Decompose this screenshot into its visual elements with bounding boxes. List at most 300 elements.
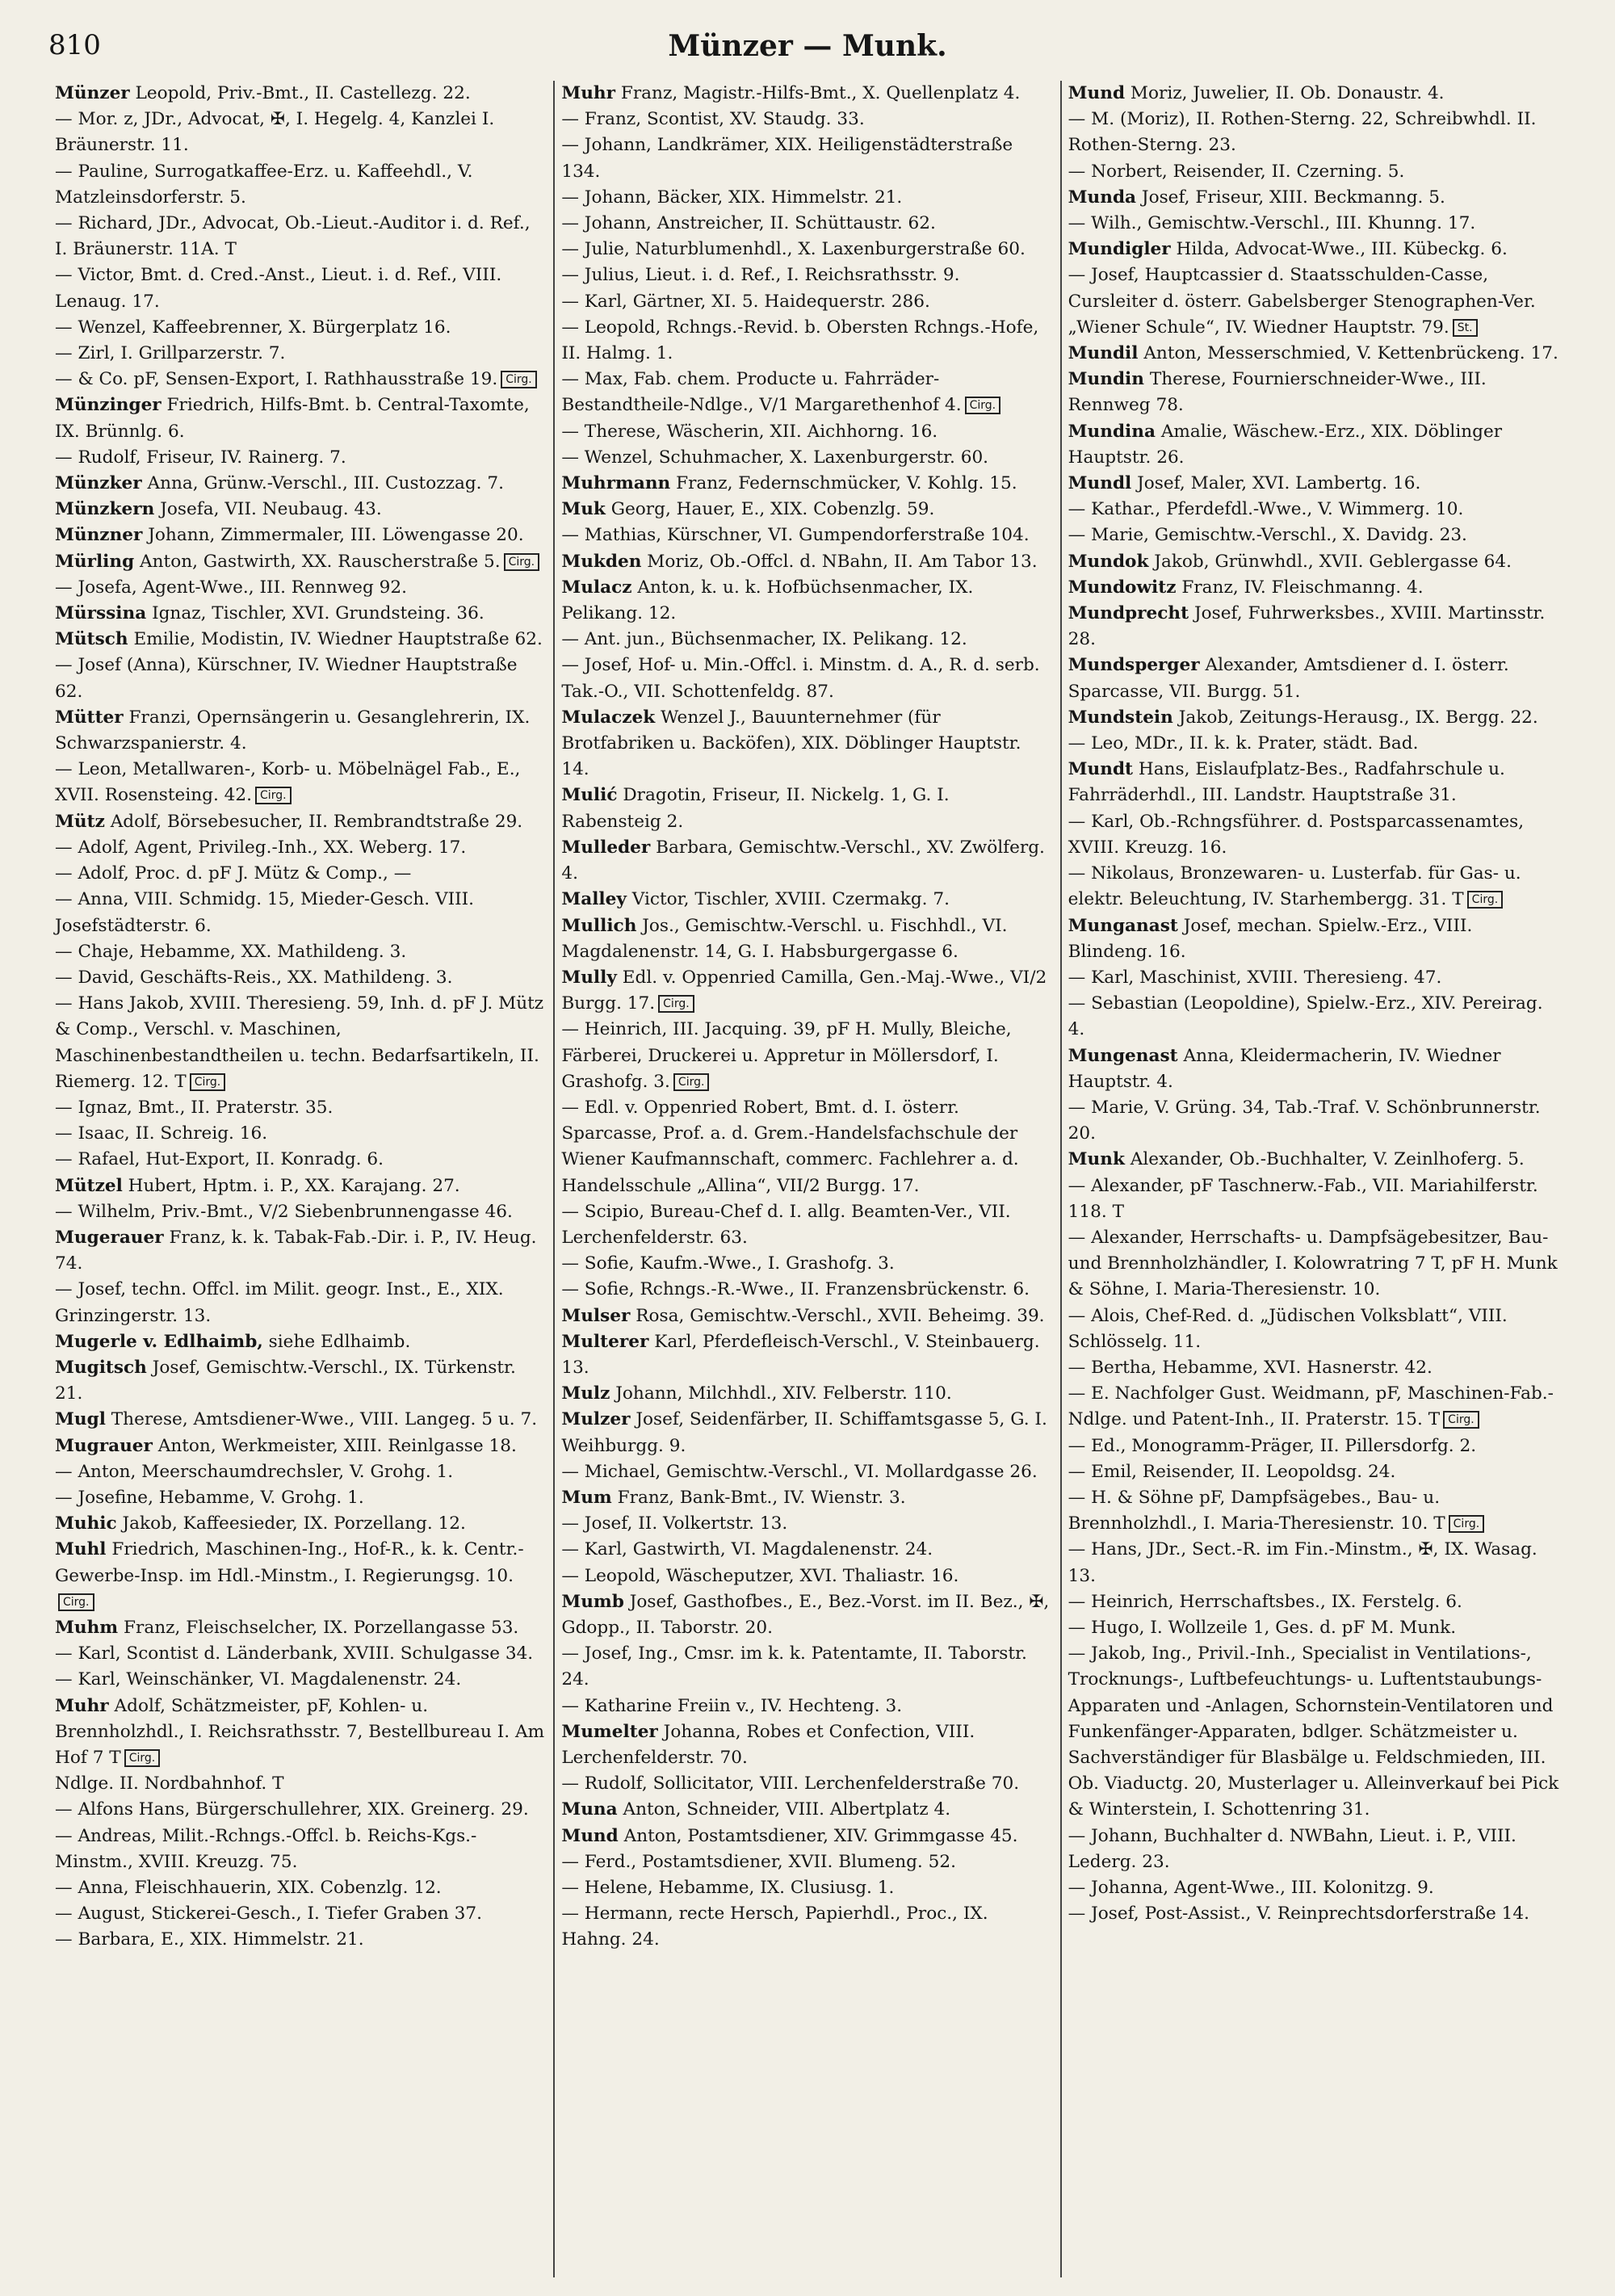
entry-details: Josef, Fuhrwerksbes., XVIII. Martinsstr. 28. <box>1068 603 1546 650</box>
entry-surname: Muhr <box>55 1695 109 1716</box>
directory-entry <box>1068 1875 1560 1901</box>
directory-entry <box>55 1537 547 1615</box>
entry-details: Adolf, Schätzmeister, pF, Kohlen- u. Brennholzhdl., I. Reichsrathsstr. 7, Bestellbureau I. Am Hof 7 T <box>55 1695 545 1768</box>
entry-details: Moriz, Ob.-Offcl. d. NBahn, II. Am Tabor 13. <box>641 551 1038 572</box>
entry-details: — Edl. v. Oppenried Robert, Bmt. d. I. österr. Sparcasse, Prof. a. d. Grem.-Handelsfachschule der Wiener Kaufmannschaft, commerc. Fachlehrer a. d. Handelsschule „Allina“, VII/2 Burgg. 17. <box>561 1097 1019 1196</box>
entry-surname: Mulacz <box>561 577 632 598</box>
directory-entry <box>55 1615 547 1641</box>
column-3 <box>1060 81 1567 2277</box>
directory-entry <box>1068 1173 1560 1225</box>
entry-surname: Mundt <box>1068 759 1134 780</box>
directory-entry <box>55 757 547 808</box>
directory-entry <box>55 705 547 757</box>
entry-surname: Münzker <box>55 473 142 494</box>
entry-details: — Josef, Hof- u. Min.-Offcl. i. Minstm. d. A., R. d. serb. Tak.-O., VII. Schottenfeldg. 87. <box>561 655 1040 702</box>
directory-entry <box>561 1381 1053 1407</box>
entry-details: — Helene, Hebamme, IX. Clusiusg. 1. <box>561 1878 895 1899</box>
entry-details: — Adolf, Agent, Privileg.-Inh., XX. Weberg. 17. <box>55 837 467 858</box>
directory-entry <box>1068 1225 1560 1303</box>
entry-surname: Muk <box>561 499 606 520</box>
directory-entry <box>1068 991 1560 1043</box>
entry-details: — Alfons Hans, Bürgerschullehrer, XIX. Greinerg. 29. <box>55 1799 529 1820</box>
entry-surname: Muhm <box>55 1617 119 1638</box>
directory-entry <box>561 653 1053 704</box>
entry-badge: Cirg. <box>504 553 540 571</box>
entry-details: Adolf, Börsebesucher, II. Rembrandtstraße 29. <box>104 811 523 832</box>
entry-details: — Julie, Naturblumenhdl., X. Laxenburgerstraße 60. <box>561 239 1026 260</box>
entry-details: — Jakob, Ing., Privil.-Inh., Specialist in Ventilations-, Trocknungs-, Luftbefeuchtungs- u. Luftentstaubungs-Apparaten und -Anlagen, Schornstein-Ventilatoren und Funkenfänger-Apparaten, bdlger. Schätzmeister u. Sachverständiger für Blasbälge u. Feldschmieden, III. Ob. Viaductg. 20, Musterlager u. Alleinverkauf bei Pick & Winterstein, I. Schottenring 31. <box>1068 1643 1559 1820</box>
directory-entry <box>55 1225 547 1277</box>
directory-entry <box>55 392 547 444</box>
entry-details: Rosa, Gemischtw.-Verschl., XVII. Beheimg. 39. <box>630 1305 1045 1326</box>
entry-details: — Hugo, I. Wollzeile 1, Ges. d. pF M. Munk. <box>1068 1617 1457 1638</box>
directory-entry <box>55 1329 547 1355</box>
directory-entry <box>55 1824 547 1875</box>
entry-details: Johanna, Robes et Confection, VIII. Lerchenfelderstr. 70. <box>561 1721 975 1768</box>
entry-surname: Mundprecht <box>1068 603 1189 624</box>
entry-surname: Mütter <box>55 707 124 728</box>
entry-details: Franz, Magistr.-Hilfs-Bmt., X. Quellenplatz 4. <box>615 83 1021 103</box>
directory-entry <box>1068 575 1560 601</box>
entry-details: — Karl, Gastwirth, VI. Magdalenenstr. 24. <box>561 1539 933 1560</box>
directory-entry <box>561 237 1053 262</box>
directory-entry <box>561 1485 1053 1511</box>
entry-details: — Barbara, E., XIX. Himmelstr. 21. <box>55 1929 364 1950</box>
directory-entry <box>561 1564 1053 1589</box>
entry-details: — Ed., Monogramm-Präger, II. Pillersdorfg. 2. <box>1068 1435 1477 1456</box>
entry-surname: Mum <box>561 1487 612 1508</box>
entry-details: — Alexander, pF Taschnerw.-Fab., VII. Mariahilferstr. 118. T <box>1068 1175 1538 1222</box>
directory-entry <box>55 1407 547 1433</box>
directory-entry <box>55 601 547 627</box>
entry-details: — Norbert, Reisender, II. Czerning. 5. <box>1068 161 1405 182</box>
entry-details: — Johann, Bäcker, XIX. Himmelstr. 21. <box>561 187 903 208</box>
directory-entry <box>1068 1147 1560 1173</box>
entry-details: Hans, Eislaufplatz-Bes., Radfahrschule u. Fahrräderhdl., III. Landstr. Hauptstraße 31. <box>1068 759 1505 806</box>
entry-surname: Mundok <box>1068 551 1149 572</box>
directory-entry <box>55 575 547 601</box>
directory-entry <box>561 132 1053 184</box>
entry-surname: Mütz <box>55 811 105 832</box>
directory-entry <box>561 1589 1053 1641</box>
entry-surname: Mund <box>561 1825 619 1846</box>
entry-surname: Mulić <box>561 785 618 806</box>
entry-details: Friedrich, Hilfs-Bmt. b. Central-Taxomte, IX. Brünnlg. 6. <box>55 395 530 442</box>
entry-details: — Alexander, Herrschafts- u. Dampfsägebesitzer, Bau- und Brennholzhändler, I. Kolowratring 7 T, pF H. Munk & Söhne, I. Maria-Theresienstr. 10. <box>1068 1227 1558 1300</box>
entry-badge: Cirg. <box>124 1749 161 1767</box>
directory-entry <box>561 1901 1053 1953</box>
directory-entry <box>55 1147 547 1173</box>
entry-details: — Johann, Landkrämer, XIX. Heiligenstädterstraße 134. <box>561 135 1013 182</box>
entry-details: — Pauline, Surrogatkaffee-Erz. u. Kaffeehdl., V. Matzleinsdorferstr. 5. <box>55 161 473 208</box>
entry-details: — Kathar., Pferdefdl.-Wwe., V. Wimmerg. 10. <box>1068 499 1464 520</box>
directory-entry <box>55 523 547 548</box>
directory-entry <box>55 1485 547 1511</box>
entry-details: — Wenzel, Schuhmacher, X. Laxenburgerstr. 60. <box>561 447 989 468</box>
directory-entry <box>1068 471 1560 497</box>
entry-details: Anton, Messerschmied, V. Kettenbrückeng. 17. <box>1138 343 1558 364</box>
directory-entry <box>55 991 547 1095</box>
entry-details: — Johann, Buchhalter d. NWBahn, Lieut. i. P., VIII. Lederg. 23. <box>1068 1825 1516 1872</box>
entry-details: Anton, Werkmeister, XIII. Reinlgasse 18. <box>152 1435 517 1456</box>
entry-surname: Multerer <box>561 1331 649 1352</box>
directory-entry <box>561 1199 1053 1251</box>
entry-details: — Bertha, Hebamme, XVI. Hasnerstr. 42. <box>1068 1357 1433 1378</box>
directory-entry <box>561 1017 1053 1095</box>
entry-details: Wenzel J., Bauunternehmer (für Brotfabriken u. Backöfen), XIX. Döblinger Hauptstr. 14. <box>561 707 1021 780</box>
directory-entry <box>561 262 1053 288</box>
entry-details: — Leopold, Wäscheputzer, XVI. Thaliastr. 16. <box>561 1565 959 1586</box>
directory-entry <box>55 1121 547 1147</box>
directory-entry <box>1068 601 1560 653</box>
entry-surname: Mulz <box>561 1383 610 1404</box>
entry-details: — M. (Moriz), II. Rothen-Sterng. 22, Schreibwhdl. II. Rothen-Sterng. 23. <box>1068 109 1537 156</box>
entry-badge: Cirg. <box>58 1593 94 1611</box>
entry-details: Josefa, VII. Neubaug. 43. <box>154 499 382 520</box>
entry-badge: Cirg. <box>673 1073 710 1091</box>
entry-details: — Alois, Chef-Red. d. „Jüdischen Volksblatt“, VIII. Schlösselg. 11. <box>1068 1305 1508 1352</box>
entry-details: Josef, Gemischtw.-Verschl., IX. Türkenstr. 21. <box>55 1357 516 1404</box>
directory-entry <box>55 1667 547 1693</box>
directory-entry <box>1068 653 1560 704</box>
directory-entry <box>561 1251 1053 1277</box>
directory-entry <box>1068 1095 1560 1147</box>
entry-details: Leopold, Priv.-Bmt., II. Castellezg. 22. <box>129 83 471 103</box>
entry-details: Franz, Bank-Bmt., IV. Wienstr. 3. <box>611 1487 906 1508</box>
directory-entry <box>561 1303 1053 1329</box>
entry-details: Therese, Amtsdiener-Wwe., VIII. Langeg. 5 u. 7. <box>105 1409 538 1430</box>
directory-entry <box>561 367 1053 418</box>
entry-details: Franz, k. k. Tabak-Fab.-Dir. i. P., IV. Heug. 74. <box>55 1227 537 1274</box>
columns <box>48 81 1567 2277</box>
directory-entry <box>1068 549 1560 575</box>
entry-surname: Mulser <box>561 1305 631 1326</box>
entry-details: Josef, Gasthofbes., E., Bez.-Vorst. im II. Bez., ✠, Gdopp., II. Taborstr. 20. <box>561 1591 1050 1638</box>
directory-entry <box>55 1355 547 1407</box>
entry-surname: Muhr <box>561 83 616 103</box>
entry-surname: Mugrauer <box>55 1435 153 1456</box>
entry-details: — Hermann, recte Hersch, Papierhdl., Proc., IX. Hahng. 24. <box>561 1904 988 1950</box>
entry-details: — Emil, Reisender, II. Leopoldsg. 24. <box>1068 1461 1396 1482</box>
entry-details: Ignaz, Tischler, XVI. Grundsteing. 36. <box>146 603 484 624</box>
entry-details: — Karl, Ob.-Rchngsführer. d. Postsparcassenamtes, XVIII. Kreuzg. 16. <box>1068 811 1525 858</box>
directory-entry <box>1068 913 1560 965</box>
directory-entry <box>561 1329 1053 1381</box>
directory-entry <box>561 419 1053 445</box>
entry-details: — Ant. jun., Büchsenmacher, IX. Pelikang. 12. <box>561 629 967 650</box>
entry-surname: Mullich <box>561 915 637 936</box>
entry-details: — Wilhelm, Priv.-Bmt., V/2 Siebenbrunnengasse 46. <box>55 1201 513 1222</box>
entry-details: — Karl, Maschinist, XVIII. Theresieng. 47. <box>1068 967 1442 988</box>
entry-details: — Hans, JDr., Sect.-R. im Fin.-Minstm., ✠, IX. Wasag. 13. <box>1068 1539 1537 1586</box>
entry-details: — Rudolf, Sollicitator, VIII. Lerchenfelderstraße 70. <box>561 1773 1020 1794</box>
entry-details: — Leon, Metallwaren-, Korb- u. Möbelnägel Fab., E., XVII. Rosensteing. 42. <box>55 759 521 806</box>
directory-entry <box>1068 211 1560 237</box>
entry-details: — Wilh., Gemischtw.-Verschl., III. Khunng. 17. <box>1068 213 1476 234</box>
entry-surname: Mundstein <box>1068 707 1173 728</box>
entry-surname: Mully <box>561 967 617 988</box>
entry-details: — Leo, MDr., II. k. k. Prater, städt. Bad. <box>1068 733 1419 754</box>
directory-entry <box>1068 861 1560 913</box>
entry-details: — August, Stickerei-Gesch., I. Tiefer Graben 37. <box>55 1904 482 1925</box>
entry-surname: Muhl <box>55 1539 107 1560</box>
entry-surname: Mürling <box>55 551 135 572</box>
entry-details: — Josef, II. Volkertstr. 13. <box>561 1513 788 1534</box>
directory-entry <box>55 939 547 965</box>
entry-details: — Wenzel, Kaffeebrenner, X. Bürgerplatz 16. <box>55 317 451 338</box>
directory-entry <box>55 211 547 262</box>
entry-details: — Nikolaus, Bronzewaren- u. Lusterfab. für Gas- u. elektr. Beleuchtung, IV. Starhembergg. 31. T <box>1068 863 1521 910</box>
entry-surname: Münzner <box>55 525 143 546</box>
entry-details: — Franz, Scontist, XV. Staudg. 33. <box>561 109 865 130</box>
entry-surname: Mumelter <box>561 1721 658 1742</box>
entry-details: — Rudolf, Friseur, IV. Rainerg. 7. <box>55 447 346 468</box>
entry-details: Jakob, Grünwhdl., XVII. Geblergasse 64. <box>1148 551 1512 572</box>
entry-details: — Ferd., Postamtsdiener, XVII. Blumeng. 52. <box>561 1851 956 1872</box>
entry-details: Josef, Seidenfärber, II. Schiffamtsgasse 5, G. I. Weihburgg. 9. <box>561 1409 1047 1456</box>
directory-entry <box>55 861 547 887</box>
directory-entry <box>561 211 1053 237</box>
entry-details: — Karl, Gärtner, XI. 5. Haidequerstr. 286. <box>561 291 930 312</box>
directory-entry <box>561 1797 1053 1823</box>
directory-entry <box>55 1459 547 1485</box>
entry-details: — Johanna, Agent-Wwe., III. Kolonitzg. 9. <box>1068 1878 1434 1899</box>
entry-details: Franz, Fleischselcher, IX. Porzellangasse 53. <box>118 1617 519 1638</box>
directory-entry <box>1068 1537 1560 1589</box>
directory-entry <box>561 1095 1053 1199</box>
directory-entry <box>561 185 1053 211</box>
directory-entry <box>55 1095 547 1121</box>
directory-entry <box>1068 185 1560 211</box>
directory-entry <box>561 471 1053 497</box>
entry-details: Barbara, Gemischtw.-Verschl., XV. Zwölferg. 4. <box>561 837 1045 884</box>
column-2 <box>553 81 1059 2277</box>
entry-details: — Heinrich, III. Jacquing. 39, pF H. Mully, Bleiche, Färberei, Druckerei u. Appretur in Möllersdorf, I. Grashofg. 3. <box>561 1019 1012 1092</box>
directory-entry <box>1068 262 1560 341</box>
entry-details: Moriz, Juwelier, II. Ob. Donaustr. 4. <box>1125 83 1445 103</box>
entry-details: — Isaac, II. Schreig. 16. <box>55 1123 268 1144</box>
entry-details: — Josefa, Agent-Wwe., III. Rennweg 92. <box>55 577 407 598</box>
entry-surname: Mukden <box>561 551 642 572</box>
directory-entry <box>55 1277 547 1328</box>
directory-entry <box>561 783 1053 834</box>
entry-details: — Marie, V. Grüng. 34, Tab.-Traf. V. Schönbrunnerstr. 20. <box>1068 1097 1541 1144</box>
entry-details: Georg, Hauer, E., XIX. Cobenzlg. 59. <box>605 499 935 520</box>
entry-details: Jakob, Zeitungs-Herausg., IX. Bergg. 22. <box>1172 707 1538 728</box>
entry-details: Anton, Postamtsdiener, XIV. Grimmgasse 45. <box>618 1825 1018 1846</box>
entry-surname: Mundin <box>1068 369 1144 390</box>
entry-details: — Marie, Gemischtw.-Verschl., X. Davidg. 23. <box>1068 525 1467 546</box>
entry-surname: Mulaczek <box>561 707 656 728</box>
directory-entry <box>1068 1355 1560 1381</box>
entry-surname: Mugerauer <box>55 1227 164 1248</box>
directory-entry <box>1068 497 1560 523</box>
entry-badge: Cirg. <box>501 371 537 388</box>
entry-surname: Mumb <box>561 1591 624 1612</box>
directory-entry <box>561 1719 1053 1771</box>
entry-details: — Josef, techn. Offcl. im Milit. geogr. Inst., E., XIX. Grinzingerstr. 13. <box>55 1279 504 1326</box>
entry-details: Josef, mechan. Spielw.-Erz., VIII. Blindeng. 16. <box>1068 915 1473 962</box>
directory-entry <box>55 1771 547 1797</box>
entry-surname: Mulleder <box>561 837 651 858</box>
directory-entry <box>1068 731 1560 757</box>
directory-entry <box>561 835 1053 887</box>
entry-details: Franzi, Opernsängerin u. Gesanglehrerin, IX. Schwarzspanierstr. 4. <box>55 707 531 754</box>
entry-badge: Cirg. <box>190 1073 226 1091</box>
entry-details: Anton, Gastwirth, XX. Rauscherstraße 5. <box>134 551 501 572</box>
directory-entry <box>561 1459 1053 1485</box>
directory-entry <box>1068 965 1560 991</box>
entry-badge: Cirg. <box>255 787 292 804</box>
directory-entry <box>1068 1043 1560 1095</box>
entry-details: Johann, Zimmermaler, III. Löwengasse 20. <box>142 525 524 546</box>
entry-details: — Mathias, Kürschner, VI. Gumpendorferstraße 104. <box>561 525 1030 546</box>
directory-entry <box>561 1694 1053 1719</box>
directory-entry <box>1068 81 1560 107</box>
entry-badge: Cirg. <box>965 397 1001 414</box>
entry-details: Hubert, Hptm. i. P., XX. Karajang. 27. <box>122 1175 460 1196</box>
directory-entry <box>1068 1641 1560 1823</box>
entry-details: — Therese, Wäscherin, XII. Aichhorng. 16. <box>561 421 938 442</box>
directory-entry <box>561 1641 1053 1693</box>
entry-details: — Andreas, Milit.-Rchngs.-Offcl. b. Reichs-Kgs.-Minstm., XVIII. Kreuzg. 75. <box>55 1825 477 1872</box>
directory-entry <box>1068 757 1560 808</box>
entry-details: — Johann, Anstreicher, II. Schüttaustr. 62. <box>561 213 936 234</box>
entry-details: — Chaje, Hebamme, XX. Mathildeng. 3. <box>55 941 407 962</box>
column-1 <box>48 81 553 2277</box>
entry-surname: Malley <box>561 889 627 910</box>
entry-details: — Ignaz, Bmt., II. Praterstr. 35. <box>55 1097 333 1118</box>
directory-entry <box>1068 523 1560 548</box>
directory-entry <box>561 575 1053 627</box>
directory-entry <box>55 315 547 341</box>
directory-entry <box>1068 1381 1560 1433</box>
entry-surname: Münzer <box>55 83 130 103</box>
entry-badge: St. <box>1453 319 1478 337</box>
directory-entry <box>561 445 1053 471</box>
entry-surname: Mungenast <box>1068 1045 1178 1066</box>
directory-entry <box>561 497 1053 523</box>
directory-entry <box>55 1927 547 1953</box>
directory-entry <box>561 965 1053 1017</box>
entry-details: Jakob, Kaffeesieder, IX. Porzellang. 12. <box>116 1513 466 1534</box>
entry-surname: Mundowitz <box>1068 577 1177 598</box>
entry-details: Hilda, Advocat-Wwe., III. Kübeckg. 6. <box>1170 239 1508 260</box>
entry-details: — Anna, Fleischhauerin, XIX. Cobenzlg. 12. <box>55 1878 442 1899</box>
entry-details: — Michael, Gemischtw.-Verschl., VI. Mollardgasse 26. <box>561 1461 1038 1482</box>
directory-entry <box>55 627 547 653</box>
entry-surname: Muna <box>561 1799 618 1820</box>
directory-entry <box>55 262 547 314</box>
entry-badge: Cirg. <box>1443 1411 1479 1429</box>
entry-details: Victor, Tischler, XVIII. Czermakg. 7. <box>626 889 950 910</box>
entry-surname: Mützel <box>55 1175 123 1196</box>
directory-entry <box>55 1694 547 1772</box>
entry-details: — Josef (Anna), Kürschner, IV. Wiedner Hauptstraße 62. <box>55 655 518 702</box>
directory-entry <box>55 81 547 107</box>
directory-entry <box>1068 237 1560 262</box>
directory-entry <box>55 1875 547 1901</box>
entry-details: siehe Edlhaimb. <box>262 1331 411 1352</box>
directory-entry <box>561 315 1053 367</box>
entry-details: Anton, k. u. k. Hofbüchsenmacher, IX. Pelikang. 12. <box>561 577 974 624</box>
entry-surname: Münzkern <box>55 499 155 520</box>
entry-surname: Muhic <box>55 1513 117 1534</box>
directory-entry <box>55 1199 547 1225</box>
entry-details: Franz, IV. Fleischmanng. 4. <box>1176 577 1424 598</box>
entry-details: Dragotin, Friseur, II. Nickelg. 1, G. I. Rabensteig 2. <box>561 785 950 832</box>
entry-details: — Josef, Ing., Cmsr. im k. k. Patentamte, II. Taborstr. 24. <box>561 1643 1027 1690</box>
entry-details: — Heinrich, Herrschaftsbes., IX. Ferstelg. 6. <box>1068 1591 1462 1612</box>
entry-details: — Scipio, Bureau-Chef d. I. allg. Beamten-Ver., VII. Lerchenfelderstr. 63. <box>561 1201 1011 1248</box>
directory-entry <box>1068 1901 1560 1927</box>
entry-details: Karl, Pferdefleisch-Verschl., V. Steinbauerg. 13. <box>561 1331 1040 1378</box>
entry-details: Josef, Friseur, XIII. Beckmanng. 5. <box>1136 187 1445 208</box>
directory-entry <box>55 1797 547 1823</box>
entry-details: — Anton, Meerschaumdrechsler, V. Grohg. 1. <box>55 1461 454 1482</box>
directory-entry <box>1068 419 1560 471</box>
directory-entry <box>1068 1303 1560 1355</box>
directory-entry <box>561 627 1053 653</box>
directory-entry <box>1068 809 1560 861</box>
entry-details: — Karl, Scontist d. Länderbank, XVIII. Schulgasse 34. <box>55 1643 534 1664</box>
entry-badge: Cirg. <box>658 995 694 1013</box>
entry-details: Emilie, Modistin, IV. Wiedner Hauptstraße 62. <box>128 629 543 650</box>
entry-details: — Leopold, Rchngs.-Revid. b. Obersten Rchngs.-Hofe, II. Halmg. 1. <box>561 317 1039 364</box>
entry-details: — Josef, Hauptcassier d. Staatsschulden-Casse, Cursleiter d. österr. Gabelsberger Stenographen-Ver. „Wiener Schule“, IV. Wiedner Hauptstr. 79. <box>1068 265 1536 338</box>
directory-entry <box>561 289 1053 315</box>
entry-badge: Cirg. <box>1467 891 1504 909</box>
entry-surname: Munganast <box>1068 915 1178 936</box>
directory-entry <box>55 159 547 211</box>
directory-entry <box>1068 107 1560 158</box>
directory-entry <box>55 809 547 835</box>
entry-surname: Mugerle v. Edlhaimb, <box>55 1331 263 1352</box>
entry-details: Ndlge. II. Nordbahnhof. T <box>55 1773 284 1794</box>
directory-entry <box>55 341 547 367</box>
entry-details: Anton, Schneider, VIII. Albertplatz 4. <box>617 1799 951 1820</box>
directory-entry <box>55 367 547 392</box>
entry-details: — Victor, Bmt. d. Cred.-Anst., Lieut. i. d. Ref., VIII. Lenaug. 17. <box>55 265 502 312</box>
directory-entry <box>1068 1485 1560 1537</box>
entry-surname: Munk <box>1068 1149 1125 1170</box>
entry-surname: Münzinger <box>55 395 162 416</box>
entry-details: — Sebastian (Leopoldine), Spielw.-Erz., XIV. Pereirag. 4. <box>1068 993 1543 1040</box>
directory-entry <box>561 887 1053 913</box>
directory-entry <box>55 445 547 471</box>
directory-entry <box>55 107 547 158</box>
entry-surname: Mürssina <box>55 603 147 624</box>
entry-details: — Rafael, Hut-Export, II. Konradg. 6. <box>55 1149 384 1170</box>
directory-entry <box>1068 1824 1560 1875</box>
entry-details: — David, Geschäfts-Reis., XX. Mathildeng. 3. <box>55 967 453 988</box>
entry-surname: Mund <box>1068 83 1126 103</box>
entry-details: — Mor. z, JDr., Advocat, ✠, I. Hegelg. 4, Kanzlei I. Bräunerstr. 11. <box>55 109 495 156</box>
entry-details: — Sofie, Kaufm.-Wwe., I. Grashofg. 3. <box>561 1253 895 1274</box>
directory-entry <box>561 1849 1053 1875</box>
directory-entry <box>1068 341 1560 367</box>
entry-details: Anna, Kleidermacherin, IV. Wiedner Hauptstr. 4. <box>1068 1045 1501 1092</box>
page-number: 810 <box>48 29 101 61</box>
entry-details: Edl. v. Oppenried Camilla, Gen.-Maj.-Wwe., VI/2 Burgg. 17. <box>561 967 1047 1014</box>
directory-entry <box>561 107 1053 132</box>
entry-details: — Sofie, Rchngs.-R.-Wwe., II. Franzensbrückenstr. 6. <box>561 1279 1030 1300</box>
directory-entry <box>55 965 547 991</box>
directory-entry <box>561 523 1053 548</box>
directory-entry <box>55 1173 547 1199</box>
entry-details: Therese, Fournierschneider-Wwe., III. Rennweg 78. <box>1068 369 1487 416</box>
entry-details: — Karl, Weinschänker, VI. Magdalenenstr. 24. <box>55 1669 462 1690</box>
